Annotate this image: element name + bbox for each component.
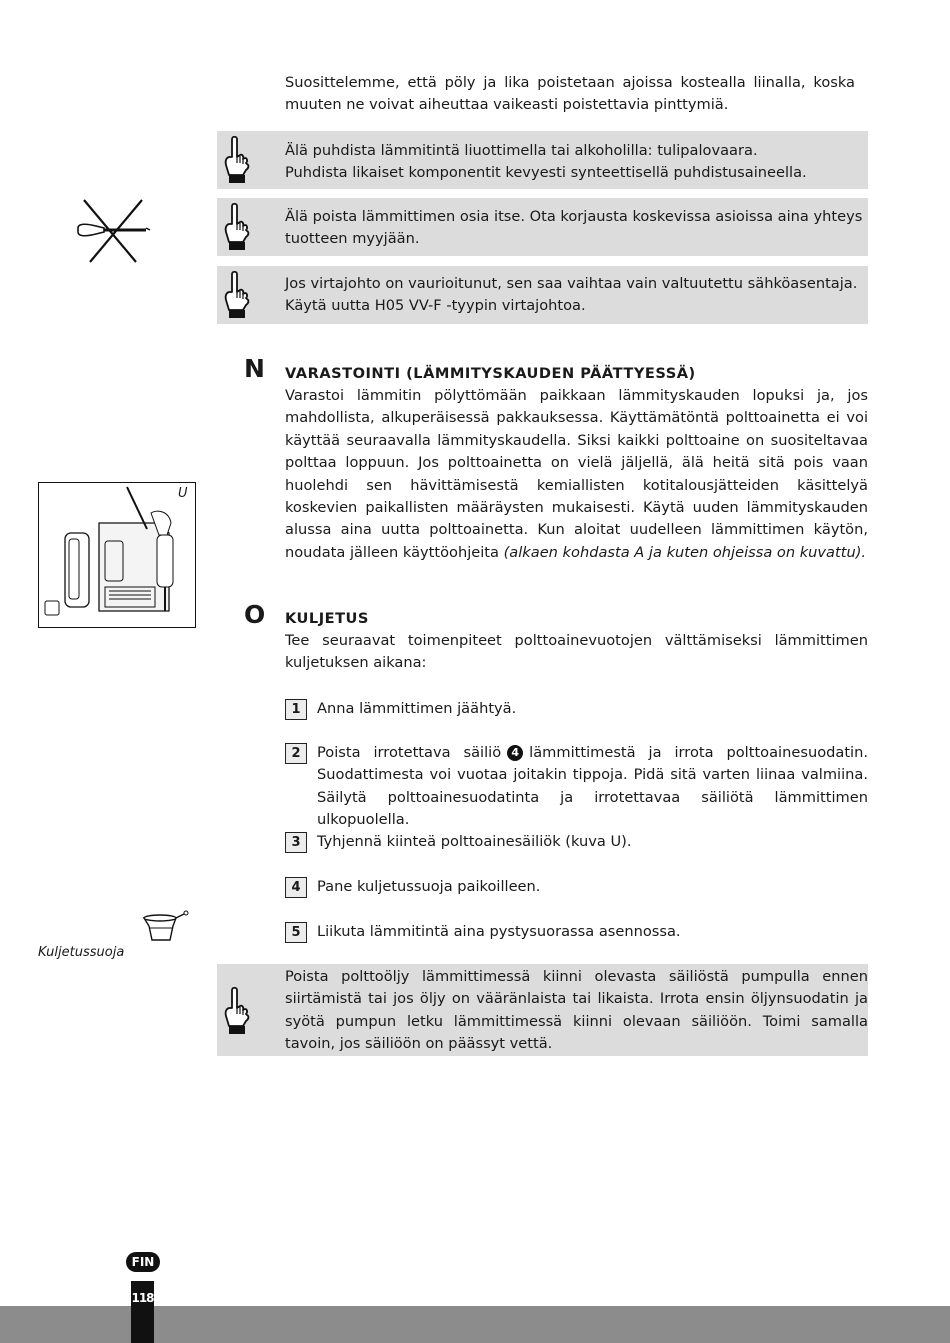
warning-text: Poista polttoöljy lämmittimessä kiinni olevasta säiliöstä pumpulla ennen siirtämistä tai jos öljy on vääränlaista tai likaista. Irrota ensin öljynsuodatin ja syötä pumpun letku lämmittimessä kiinni olevaan säiliöön. Toimi samalla tavoin, jos säiliöön on päässyt vettä. <box>285 968 868 1053</box>
transport-intro: Tee seuraavat toimenpiteet polttoainevuotojen välttämiseksi lämmittimen kuljetuksen aikana: <box>285 632 868 672</box>
no-screwdriver-icon <box>74 196 154 266</box>
step-text: Tyhjennä kiinteä polttoainesäiliök (kuva U). <box>317 833 632 850</box>
page-number-tab <box>131 1281 154 1343</box>
intro-paragraph: Suosittelemme, että pöly ja lika poistetaan ajoissa kostealla liinalla, koska muuten ne voivat aiheuttaa vaikeasti poistettavia pinttymiä. <box>285 74 855 114</box>
warning-line: Puhdista likaiset komponentit kevyesti synteettisellä puhdistusaineella. <box>285 164 807 182</box>
warning-line: tuotteen myyjään. <box>285 230 420 248</box>
heater-pump-illustration <box>39 483 195 627</box>
step-number: 5 <box>285 922 307 943</box>
page-number: 118 <box>131 1291 154 1305</box>
warning-box-repairs <box>217 198 868 256</box>
pointing-hand-icon <box>223 270 253 320</box>
warning-box-solvents <box>217 131 868 189</box>
section-heading-transport: KULJETUS <box>285 610 369 627</box>
step-text: Pane kuljetussuoja paikoilleen. <box>317 878 541 895</box>
section-heading-storage: VARASTOINTI (LÄMMITYSKAUDEN PÄÄTTYESSÄ) <box>285 365 696 382</box>
pointing-hand-icon <box>223 986 253 1036</box>
section-letter-n: N <box>244 354 265 383</box>
warning-line: Älä puhdista lämmitintä liuottimella tai alkoholilla: tulipalovaara. <box>285 142 758 159</box>
warning-line: Älä poista lämmittimen osia itse. Ota korjausta koskevissa asioissa aina yhteys <box>285 208 863 225</box>
step-number: 4 <box>285 877 307 898</box>
step-number: 1 <box>285 699 307 720</box>
part-number-badge: 4 <box>507 745 523 761</box>
transport-guard-icon <box>140 910 190 948</box>
warning-line: Jos virtajohto on vaurioitunut, sen saa vaihtaa vain valtuutettu sähköasentaja. <box>285 275 858 292</box>
step-text: Liikuta lämmitintä aina pystysuorassa asennossa. <box>317 923 681 940</box>
figure-label-u: U <box>178 486 188 501</box>
warning-box-fuel-removal <box>217 964 868 1056</box>
storage-paragraph: Varastoi lämmitin pölyttömään paikkaan lämmityskauden lopuksi ja, jos mahdollista, alkuperäisessä pakkauksessa. Käyttämätöntä polttoainetta ei voi käyttää seuraavalla lämmityskaudella. Siksi kaikki polttoaine on suositeltavaa polttaa loppuun. Jos polttoainetta on vielä jäljellä, älä heitä sitä pois vaan huolehdi sen hävittämisestä kemiallisten kotitalousjätteiden käsittelyä koskevien paikallisten määräysten mukaisesti. Käytä uuden lämmityskauden alussa aina uutta polttoainetta. Kun aloitat uudelleen lämmittimen käytön, noudata jälleen käyttöohjeita (alkaen kohdasta A ja kuten ohjeissa on kuvattu). <box>285 387 868 561</box>
step-text: Poista irrotettava säiliö 4 lämmittimestä ja irrota polttoainesuodatin. Suodattimesta voi vuotaa joitakin tippoja. Pidä sitä varten liinaa valmiina. Säilytä polttoainesuodatinta ja irrotettavaa säiliötä lämmittimen ulkopuolella. <box>317 744 868 829</box>
transport-guard-caption: Kuljetussuoja <box>38 945 125 960</box>
pointing-hand-icon <box>223 202 253 252</box>
warning-box-power-cord <box>217 266 868 324</box>
pointing-hand-icon <box>223 135 253 185</box>
step-number: 2 <box>285 743 307 764</box>
language-badge: FIN <box>126 1252 160 1272</box>
step-number: 3 <box>285 832 307 853</box>
step-text: Anna lämmittimen jäähtyä. <box>317 700 517 717</box>
warning-line: Käytä uutta H05 VV-F -tyypin virtajohtoa. <box>285 297 586 315</box>
section-letter-o: O <box>244 600 266 629</box>
figure-u-heater <box>38 482 196 628</box>
